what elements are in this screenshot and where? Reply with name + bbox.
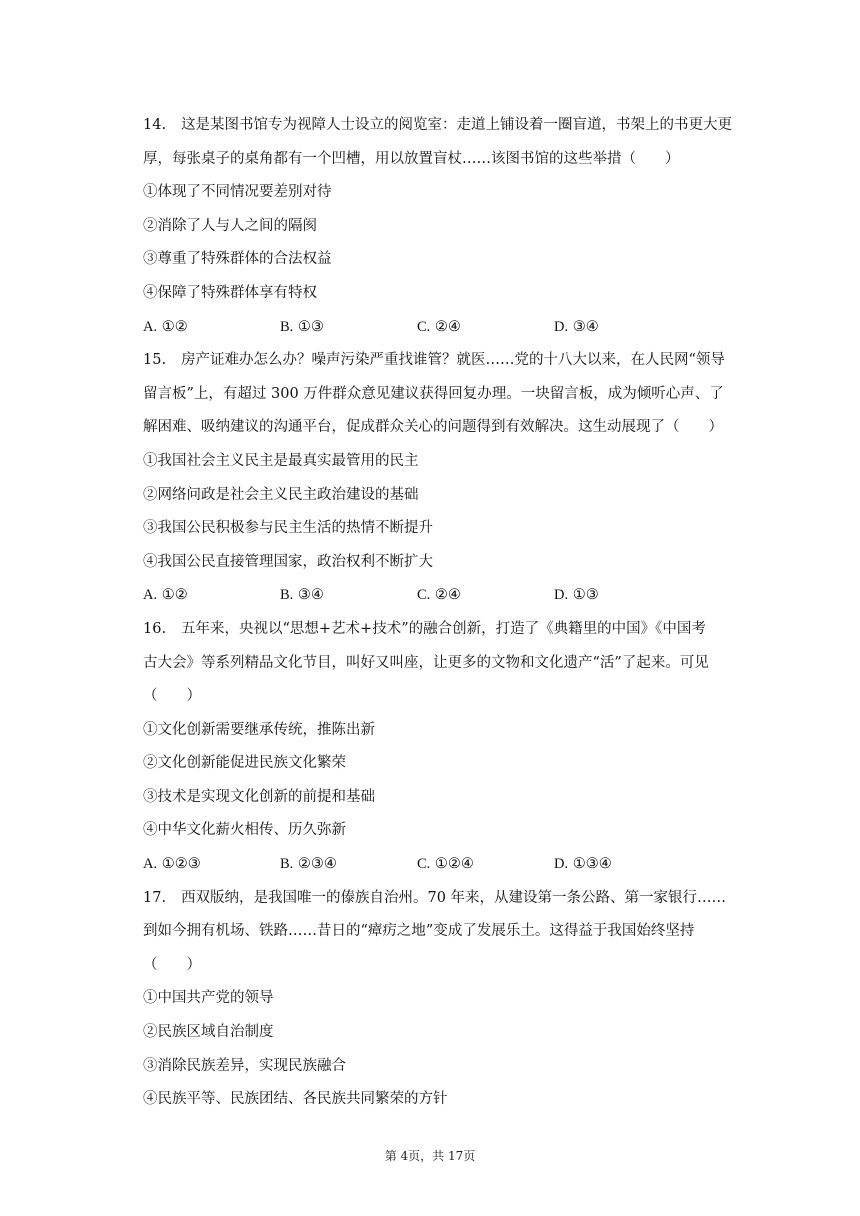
option-text: ①③④ [572,856,612,873]
question-stem-text: 留言板”上，有超过 300 万件群众意见建议获得回复办理。一块留言板，成为倾听心声、了 [143,385,724,402]
question-stem-text: 房产证难办怎么办？噪声污染严重找谁管？就医……党的十八大以来，在人民网“领导 [181,352,725,369]
option-text: ①② [161,318,188,335]
option-text: ①② [161,587,188,604]
answer-option [554,579,691,613]
question-stem-line [143,411,753,445]
statement-item: ②网络问政是社会主义民主政治建设的基础 [143,486,419,503]
option-text: ①②③ [161,856,201,873]
option-letter: D. [554,587,569,604]
option-text: ②④ [434,318,461,335]
question-stem-text: 西双版纳，是我国唯一的傣族自治州。70 年来，从建设第一条公路、第一家银行…… [181,889,727,906]
question-stem-text: （ ） [143,688,201,705]
question-stem-first-line [143,613,753,647]
option-letter: A. [143,856,158,873]
answer-option [554,848,691,882]
question-17 [143,882,753,1117]
answer-option [143,579,280,613]
question-stem-text: 这是某图书馆专为视障人士设立的阅览室：走道上铺设着一圈盲道，书架上的书更大更 [181,117,732,133]
question-stem-line [143,647,753,681]
question-number: 16. [143,620,167,637]
question-stem-text: 厚，每张桌子的桌角都有一个凹槽，用以放置盲杖……该图书馆的这些举措（ ） [143,150,680,167]
option-letter: B. [280,587,294,604]
statement-item: ④保障了特殊群体享有特权 [143,284,317,301]
statement-item: ③消除民族差异，实现民族融合 [143,1057,346,1074]
option-letter: C. [417,856,431,873]
question-stem-first-line [143,344,753,378]
answer-option [417,848,554,882]
statement-item: ①我国社会主义民主是最真实最管用的民主 [143,452,419,469]
statement-item: ③尊重了特殊群体的合法权益 [143,251,332,268]
option-letter: B. [280,856,294,873]
question-stem-text: 到如今拥有机场、铁路……昔日的“瘴疠之地”变成了发展乐土。这得益于我国始终坚持 [143,923,695,940]
question-stem-text: 古大会》等系列精品文化节目，叫好又叫座，让更多的文物和文化遗产“活”了起来。可见 [143,654,709,671]
question-stem-first-line [143,882,753,916]
question-15 [143,344,753,613]
option-letter: D. [554,856,569,873]
answer-option [280,579,417,613]
question-stem-text: 解困难、吸纳建议的沟通平台，促成群众关心的问题得到有效解决。这生动展现了（ ） [143,419,723,436]
question-16 [143,613,753,882]
question-stem-first-line [143,109,753,143]
question-stem-line [143,680,753,714]
option-text: ②③④ [297,856,337,873]
statement-item: ①中国共产党的领导 [143,990,274,1007]
option-text: ①③ [297,318,324,335]
statement-item: ③技术是实现文化创新的前提和基础 [143,788,375,805]
option-letter: C. [417,318,431,335]
statement-item: ①体现了不同情况要差别对待 [143,184,332,201]
answer-options [143,311,753,345]
answer-option [143,848,280,882]
question-stem-text: 五年来，央视以“思想+艺术+技术”的融合创新，打造了《典籍里的中国》《中国考 [181,620,706,637]
answer-options [143,579,753,613]
statement-item: ④中华文化薪火相传、历久弥新 [143,822,346,839]
option-text: ②④ [434,587,461,604]
question-stem-text: （ ） [143,956,201,973]
statement-item: ②消除了人与人之间的隔阂 [143,217,317,234]
option-letter: C. [417,587,431,604]
question-stem-line [143,378,753,412]
option-text: ①②④ [434,856,474,873]
option-text: ③④ [297,587,324,604]
question-number: 14. [143,117,167,133]
question-stem-line [143,949,753,983]
statement-item: ②民族区域自治制度 [143,1024,274,1041]
answer-option [280,311,417,345]
option-text: ①③ [572,587,599,604]
statement-item: ②文化创新能促进民族文化繁荣 [143,755,346,772]
option-text: ③④ [572,318,599,335]
question-number: 15. [143,352,167,369]
answer-option [417,311,554,345]
question-stem-line [143,915,753,949]
statement-item: ④民族平等、民族团结、各民族共同繁荣的方针 [143,1091,448,1108]
option-letter: A. [143,587,158,604]
question-list [143,109,753,1117]
answer-option [143,311,280,345]
statement-item: ③我国公民积极参与民主生活的热情不断提升 [143,520,433,537]
question-stem-line [143,143,753,177]
answer-option [417,579,554,613]
option-letter: D. [554,318,569,335]
option-letter: A. [143,318,158,335]
question-number: 17. [143,889,167,906]
answer-options [143,848,753,882]
page-footer: 第 4页，共 17页 [384,1149,476,1163]
option-letter: B. [280,318,294,335]
question-14 [143,109,753,344]
statement-item: ④我国公民直接管理国家，政治权利不断扩大 [143,553,433,570]
answer-option [280,848,417,882]
answer-option [554,311,691,345]
statement-item: ①文化创新需要继承传统，推陈出新 [143,721,375,738]
